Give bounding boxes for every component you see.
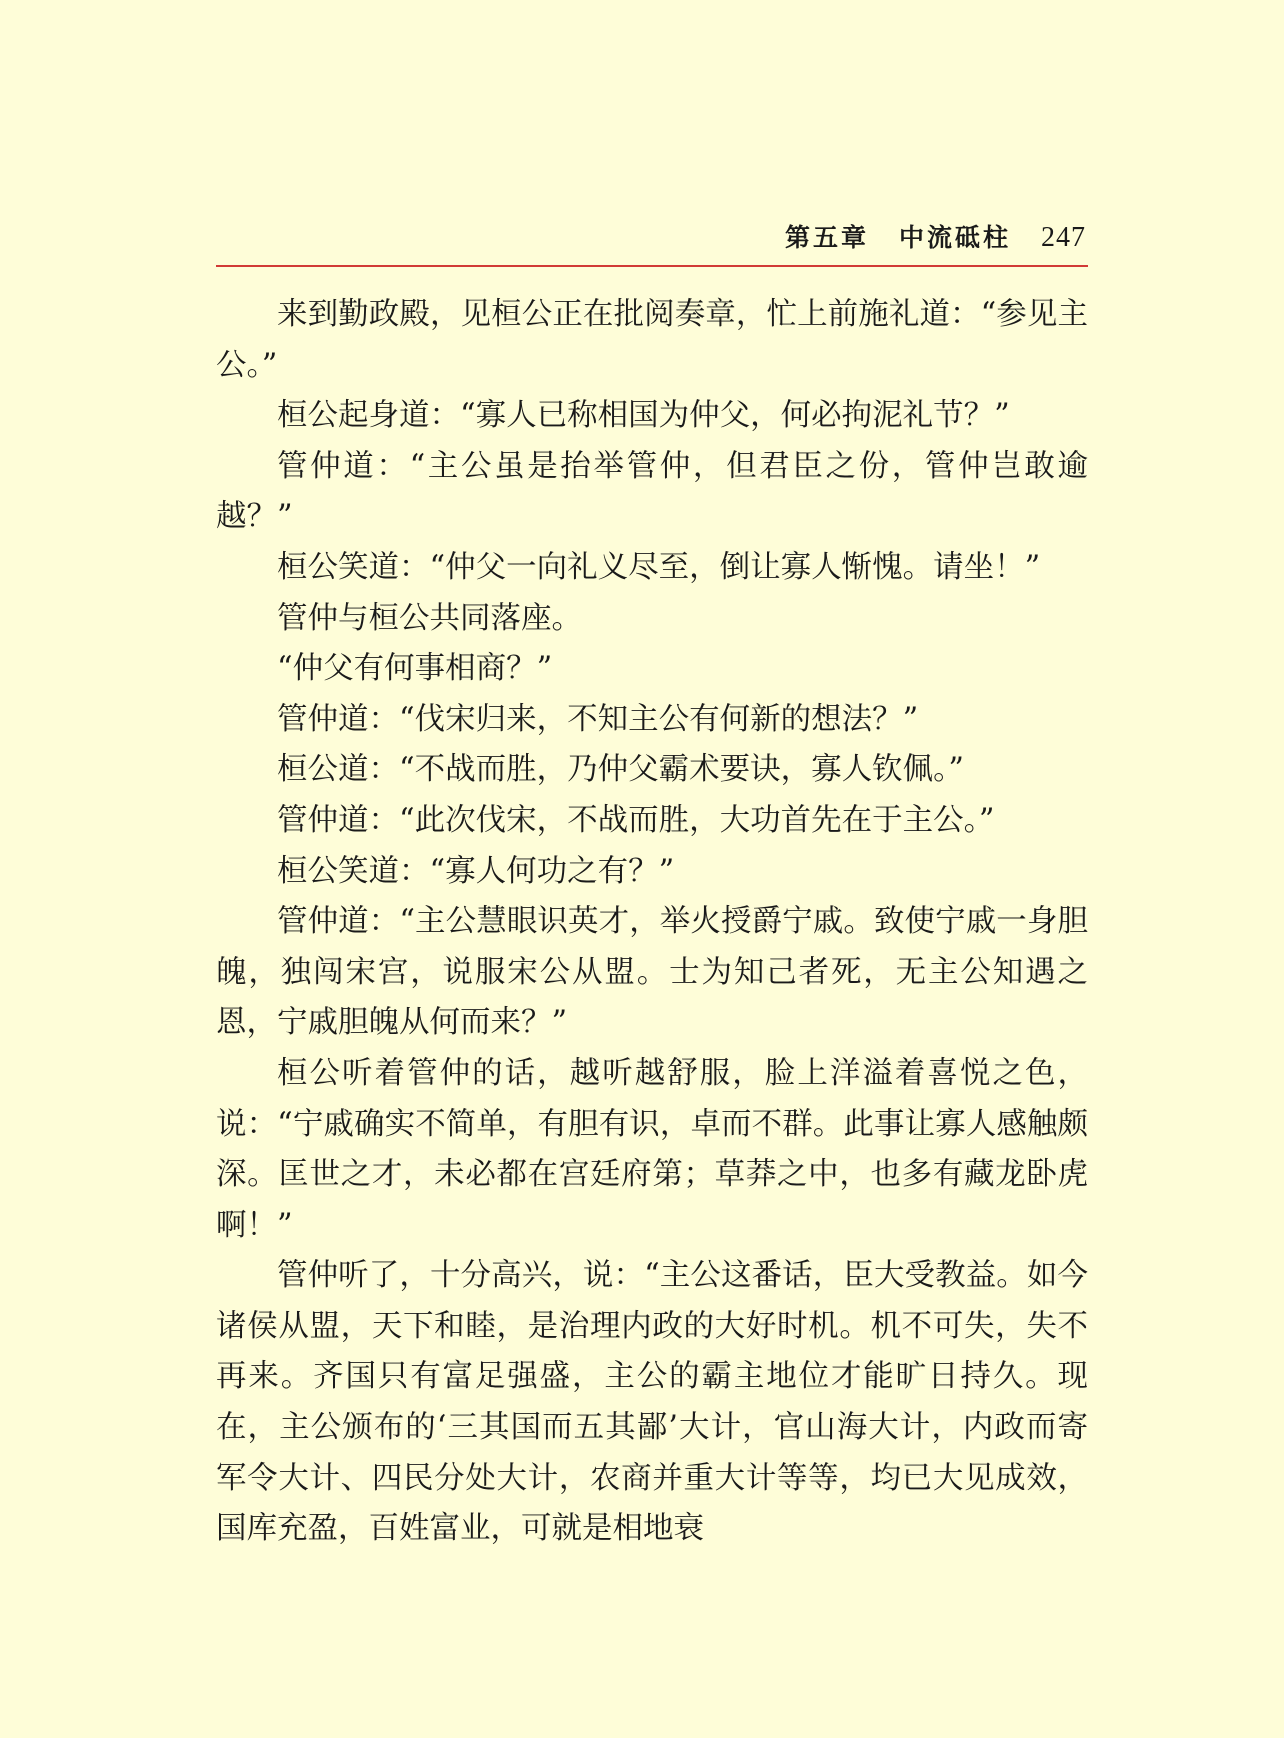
paragraph: 桓公笑道：“仲父一向礼义尽至，倒让寡人惭愧。请坐！” xyxy=(277,549,1041,585)
paragraph: 管仲听了，十分高兴，说：“主公这番话，臣大受教益。如今诸侯从盟，天下和睦，是治理内政的大好时机。机不可失，失不再来。齐国只有富足强盛，主公的霸主地位才能旷日持久。现在，主公颁布的‘三其国而五其鄙’大计，官山海大计，内政而寄军令大计、四民分处大计，农商并重大计等等，均已大见成效，国库充盈，百姓富业，可就是相地衰 xyxy=(216,1258,1088,1547)
paragraph: 桓公听着管仲的话，越听越舒服，脸上洋溢着喜悦之色，说：“宁戚确实不简单，有胆有识，卓而不群。此事让寡人感触颇深。匡世之才，未必都在宫廷府第；草莽之中，也多有藏龙卧虎啊！” xyxy=(216,1055,1088,1243)
paragraph: 管仲道：“伐宋归来，不知主公有何新的想法？” xyxy=(277,701,919,737)
running-header xyxy=(216,218,1088,258)
paragraph: 桓公笑道：“寡人何功之有？” xyxy=(277,853,675,889)
paragraph: 管仲与桓公共同落座。 xyxy=(277,600,582,636)
paragraph: 管仲道：“主公虽是抬举管仲，但君臣之份，管仲岂敢逾越？” xyxy=(216,448,1088,535)
paragraph: 管仲道：“此次伐宋，不战而胜，大功首先在于主公。” xyxy=(277,802,995,838)
paragraph: 桓公起身道：“寡人已称相国为仲父，何必拘泥礼节？” xyxy=(277,398,1010,434)
body-text xyxy=(216,290,1088,1555)
paragraph: 管仲道：“主公慧眼识英才，举火授爵宁戚。致使宁戚一身胆魄，独闯宋宫，说服宋公从盟。士为知己者死，无主公知遇之恩，宁戚胆魄从何而来？” xyxy=(216,904,1088,1041)
paragraph: 来到勤政殿，见桓公正在批阅奏章，忙上前施礼道：“参见主公。” xyxy=(216,297,1088,383)
chapter-number: 第五章 xyxy=(784,223,869,252)
paragraph: “仲父有何事相商？” xyxy=(277,651,553,687)
page-number: 247 xyxy=(1041,222,1086,253)
chapter-title: 中流砥柱 xyxy=(898,223,1011,252)
header-rule xyxy=(216,265,1088,267)
paragraph: 桓公道：“不战而胜，乃仲父霸术要诀，寡人钦佩。” xyxy=(277,752,964,788)
